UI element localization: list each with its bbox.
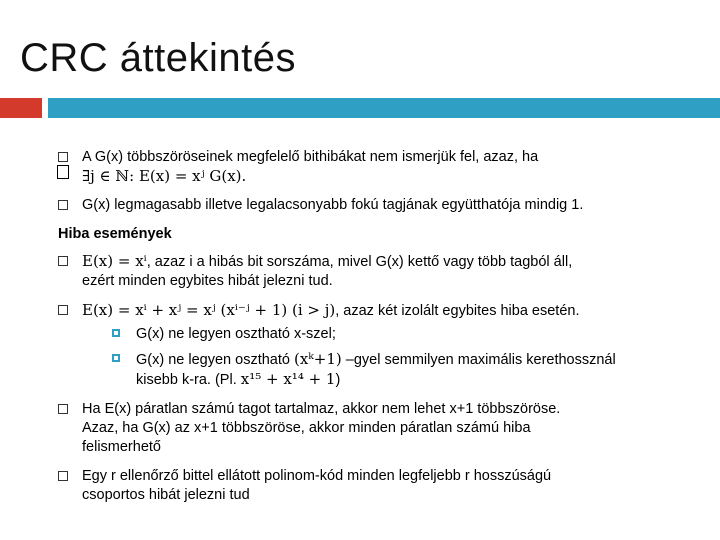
slide-title: CRC áttekintés: [20, 36, 296, 80]
bullet-item: [58, 301, 708, 390]
bullet-box-icon: [58, 471, 68, 481]
bullet-box-icon: [58, 404, 68, 414]
bullet-box-icon: [58, 200, 68, 210]
sub-item-text: ): [335, 372, 341, 388]
item-text-line: G(x) legmagasabb illetve legalacsonyabb fokú tagjának együtthatója mindig 1.: [82, 197, 584, 213]
item-text-line: felismerhető: [82, 439, 161, 455]
accent-bar-blue: [48, 98, 720, 118]
sub-item-math: (xᵏ+1): [293, 350, 342, 368]
item-text: , azaz i a hibás bit sorszáma, mivel G(x) kettő vagy több tagból áll,: [146, 254, 573, 270]
item-math-line: ∃j ∈ ℕ: E(x) = xʲ G(x).: [82, 167, 247, 185]
bullet-box-icon: [58, 256, 68, 266]
item-math: E(x) = xⁱ + xʲ = xʲ (xⁱ⁻ʲ + 1) (i > j): [82, 301, 336, 319]
item-text-line: csoportos hibát jelezni tud: [82, 487, 250, 503]
accent-bar-red: [0, 98, 42, 118]
sub-item-text: G(x) ne legyen osztható: [136, 352, 294, 368]
sub-item-text: –gyel semmilyen maximális kerethossznál: [341, 352, 616, 368]
sub-bullet-item: [112, 350, 708, 390]
bullet-item: [58, 196, 708, 215]
item-text-line: Egy r ellenőrző bittel ellátott polinom-kód minden legfeljebb r hosszúságú: [82, 468, 552, 484]
section-heading: Hiba események: [58, 226, 172, 242]
item-text-line: Azaz, ha G(x) az x+1 többszöröse, akkor minden páratlan számú hiba: [82, 420, 531, 436]
item-text-line: Ha E(x) páratlan számú tagot tartalmaz, akkor nem lehet x+1 többszöröse.: [82, 401, 561, 417]
bullet-box-icon: [58, 152, 68, 162]
bullet-item: [58, 467, 708, 505]
sub-bullet-item: [112, 325, 708, 344]
item-text: , azaz két izolált egybites hiba esetén.: [335, 303, 580, 319]
slide-content: [58, 148, 708, 515]
item-text-line: ezért minden egybites hibát jelezni tud.: [82, 273, 333, 289]
sub-item-text: G(x) ne legyen osztható x-szel;: [136, 326, 336, 342]
bullet-item: [58, 400, 708, 457]
bullet-item: [58, 252, 708, 291]
sub-item-text: kisebb k-ra. (Pl.: [136, 372, 241, 388]
sub-bullet-square-icon: [112, 354, 120, 362]
item-math: E(x) = xⁱ: [82, 252, 147, 270]
bullet-box-icon: [58, 305, 68, 315]
bullet-item: [58, 148, 708, 186]
sub-bullet-square-icon: [112, 329, 120, 337]
sub-item-math: x¹⁵ + x¹⁴ + 1: [240, 370, 336, 388]
missing-glyph-icon: [57, 165, 69, 179]
item-text-line: A G(x) többszöröseinek megfelelő bithibákat nem ismerjük fel, azaz, ha: [82, 149, 539, 165]
